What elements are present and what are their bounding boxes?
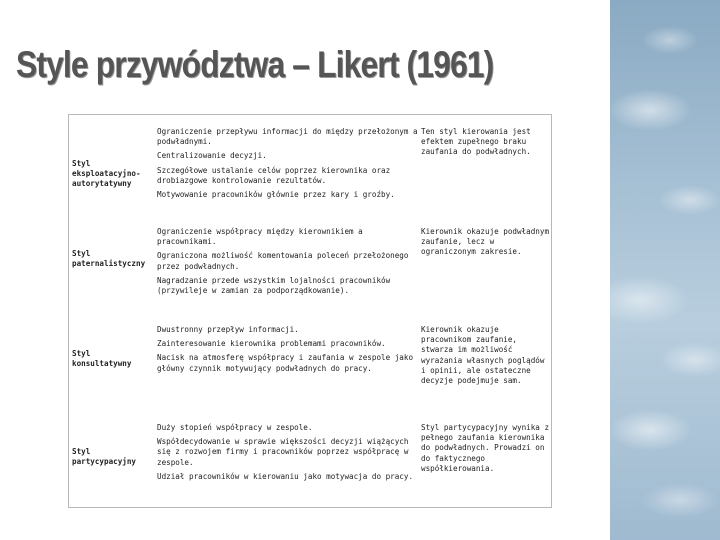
list-item: Współdecydowanie w sprawie większości decyzji wiążących się z rozwojem firmy i pracowników poprzez współpracę w zespole. (157, 437, 409, 467)
style-characteristics (157, 423, 419, 486)
style-characteristics (157, 227, 419, 300)
style-description: Ten styl kierowania jest efektem zupełnego braku zaufania do podwładnych. (421, 127, 531, 157)
leadership-styles-table (68, 114, 552, 508)
style-description: Kierownik okazuje podwładnym zaufanie, lecz w ograniczonym zakresie. (421, 227, 550, 257)
table-row (69, 325, 551, 421)
list-item: Centralizowanie decyzji. (157, 151, 267, 161)
list-item: Ograniczenie przepływu informacji do między przełożonym a podwładnymi. (157, 127, 418, 147)
list-item: Ograniczenie współpracy między kierownikiem a pracownikami. (157, 227, 363, 247)
style-name: Styl konsultatywny (72, 349, 132, 369)
list-item: Nacisk na atmosferę współpracy i zaufania w zespole jako główny czynnik motywujący podwładnych do pracy. (157, 353, 414, 373)
table-row (69, 227, 551, 323)
style-name: Styl eksploatacyjno- autorytatywny (72, 159, 141, 189)
style-characteristics (157, 127, 419, 204)
list-item: Szczegółowe ustalanie celów poprzez kierownika oraz drobiazgowe kontrolowanie rezultatów. (157, 165, 391, 185)
slide-title: Style przywództwa – Likert (1961) (16, 44, 494, 85)
sky-background-image (610, 0, 720, 540)
list-item: Udział pracowników w kierowaniu jako motywacja do pracy. (157, 471, 414, 481)
style-name: Styl paternalistyczny (72, 249, 146, 269)
list-item: Nagradzanie przede wszystkim lojalności pracowników (przywileje w zamian za podporządkowanie). (157, 275, 391, 296)
list-item: Zainteresowanie kierownika problemami pracowników. (157, 339, 386, 349)
style-name: Styl partycypacyjny (72, 447, 137, 467)
list-item: Dwustronny przepływ informacji. (157, 325, 299, 334)
list-item: Motywowanie pracowników głównie przez kary i groźby. (157, 190, 395, 200)
list-item: Duży stopień współpracy w zespole. (157, 423, 313, 432)
style-description: Kierownik okazuje pracownikom zaufanie, stwarza im możliwość wyrażania własnych poglądów i opinii, ale ostateczne decyzje podejmuje sam. (421, 325, 545, 386)
list-item: Ograniczona możliwość komentowania poleceń przełożonego przez podwładnych. (157, 251, 409, 271)
style-description: Styl partycypacyjny wynika z pełnego zaufania kierownika do podwładnych. Prowadzi on do faktycznego współkierowania. (421, 423, 550, 473)
table-row (69, 127, 551, 227)
table-row (69, 423, 551, 507)
style-characteristics (157, 325, 419, 378)
